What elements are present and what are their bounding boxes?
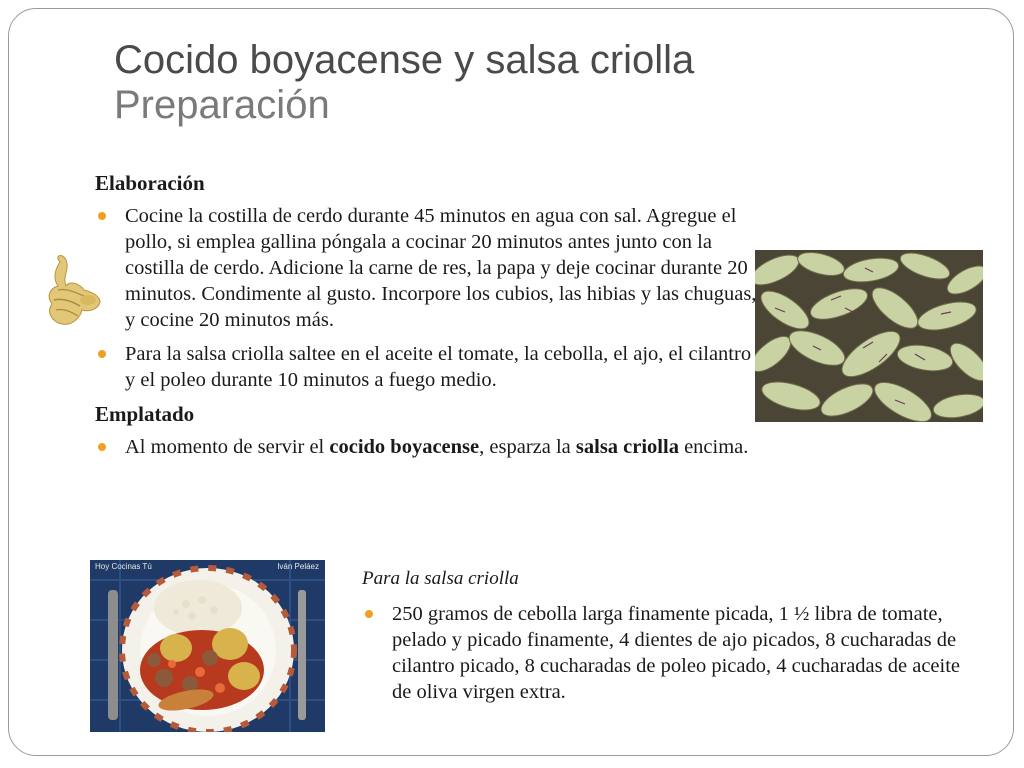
photo-caption-right: Iván Peláez xyxy=(277,562,319,571)
slide-title-main: Cocido boyacense y salsa criolla xyxy=(114,38,695,82)
main-content xyxy=(95,170,760,468)
list-item xyxy=(95,434,760,460)
elaboracion-step-1: Cocine la costilla de cerdo durante 45 minutos en agua con sal. Agregue el pollo, si emplea gallina póngala a cocinar 20 minutos antes junto con la costilla de cerdo. Adicione la carne de res, la papa y deje cocinar durante 20 minutos. Condimente al gusto. Incorpore los cubios, las hibias y las chuguas, y cocine 20 minutos más. xyxy=(125,204,757,331)
emplatado-text-3: encima. xyxy=(678,435,749,458)
emplatado-text-2: , esparza la xyxy=(479,435,576,458)
photo-caption-left: Hoy Cocinas Tú xyxy=(95,562,152,571)
emplatado-bold-sauce: salsa criolla xyxy=(575,435,679,458)
bullet-icon xyxy=(98,212,106,220)
emplatado-text-1: Al momento de servir el xyxy=(125,435,330,458)
list-item xyxy=(95,203,760,333)
elaboracion-list xyxy=(95,203,760,393)
bullet-icon xyxy=(98,350,106,358)
emplatado-bold-dish: cocido boyacense xyxy=(329,435,480,458)
slide-title xyxy=(114,38,934,128)
elaboracion-step-2: Para la salsa criolla saltee en el aceite el tomate, la cebolla, el ajo, el cilantro y el poleo durante 10 minutos a fuego medio. xyxy=(125,342,752,391)
cocido-dish-photo xyxy=(90,560,325,732)
salsa-ingredients-text: 250 gramos de cebolla larga finamente picada, 1 ½ libra de tomate, pelado y picado finamente, 4 dientes de ajo picados, 8 cucharadas de cilantro picado, 8 cucharadas de poleo picado, 4 cucharadas de aceite de oliva virgen extra. xyxy=(392,603,961,704)
bullet-icon xyxy=(98,443,106,451)
heading-elaboracion: Elaboración xyxy=(95,171,205,195)
salsa-ingredients xyxy=(362,567,962,713)
heading-emplatado: Emplatado xyxy=(95,401,195,426)
salsa-list xyxy=(362,601,962,705)
slide-subtitle: Preparación xyxy=(114,82,330,127)
cubios-pile-photo xyxy=(755,250,983,422)
heading-salsa-criolla: Para la salsa criolla xyxy=(362,568,519,589)
list-item xyxy=(362,601,962,705)
list-item xyxy=(95,341,760,393)
emplatado-list xyxy=(95,434,760,460)
bullet-icon xyxy=(365,610,373,618)
